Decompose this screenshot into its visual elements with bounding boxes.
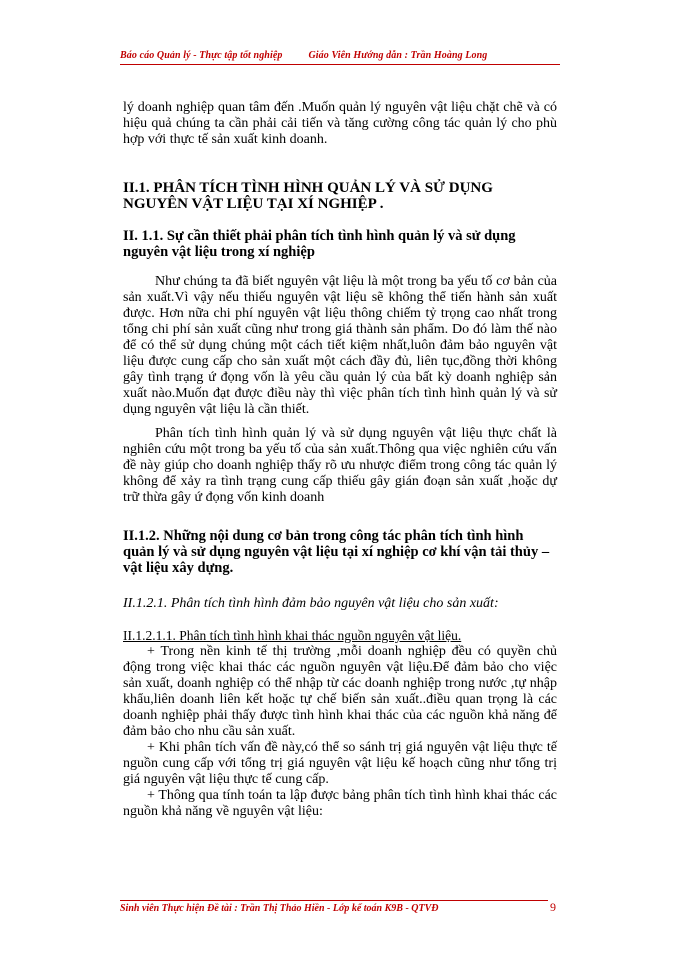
paragraph-2: Phân tích tình hình quản lý và sử dụng nguyên vật liệu thực chất là nghiên cứu một trong ba yếu tố của sản xuất.Thông qua việc nghiên cứu vấn đề này giúp cho doanh nghiệp thấy rõ ưu nhược điểm trong công tác quản lý không để xảy ra tình trạng cung cấp thiếu gây gián đoạn sản xuất ,hoặc dự trữ thừa gây ứ đọng vốn kinh doanh — [123, 426, 557, 505]
header-rule — [120, 64, 560, 65]
section-heading-2-1-1: II. 1.1. Sự cần thiết phải phân tích tình hình quản lý và sử dụng nguyên vật liệu trong xí nghiệp — [123, 228, 516, 260]
paragraph-4: + Khi phân tích vấn đề này,có thể so sánh trị giá nguyên vật liệu thực tế nguồn cung cấp với tổng trị giá nguyên vật liệu kế hoạch cũng như tổng trị giá nguyên vật liệu thực tế cung cấp. — [123, 740, 557, 787]
section-heading-2-1: II.1. PHÂN TÍCH TÌNH HÌNH QUẢN LÝ VÀ SỬ DỤNG NGUYÊN VẬT LIỆU TẠI XÍ NGHIỆP . — [123, 180, 493, 212]
page-number: 9 — [550, 900, 556, 914]
section-heading-2-1-2-1-1: II.1.2.1.1. Phân tích tình hình khai thác nguồn nguyên vật liệu. — [123, 628, 462, 643]
intro-paragraph: lý doanh nghiệp quan tâm đến .Muốn quản lý nguyên vật liệu chặt chẽ và có hiệu quả chúng ta cần phải cải tiến và tăng cường công tác quản lý cho phù hợp với thực tế sản xuất kinh doanh. — [123, 100, 557, 147]
footer-rule — [120, 900, 548, 901]
header-left: Báo cáo Quản lý - Thực tập tốt nghiệp — [120, 50, 283, 61]
section-heading-2-1-2-1: II.1.2.1. Phân tích tình hình đảm bảo nguyên vật liệu cho sản xuất: — [123, 596, 499, 611]
page-footer — [120, 900, 560, 920]
page-body — [123, 100, 557, 820]
footer-text: Sinh viên Thực hiện Đề tài : Trần Thị Thảo Hiền - Lớp kế toán K9B - QTVĐ — [120, 903, 439, 914]
paragraph-1: Như chúng ta đã biết nguyên vật liệu là một trong ba yếu tố cơ bản của sản xuất.Vì vậy nếu thiếu nguyên vật liệu sẽ không thể tiến hành sản xuất được. Hơn nữa chi phí nguyên vật liệu thông chiếm tỷ trọng cao nhất trong tổng chi phí sản xuất cũng như trong giá thành sản phẩm. Do đó làm thế nào để có thể sử dụng chúng một cách tiết kiệm nhất,luôn đảm bảo nguyên vật liệu được cung cấp cho sản xuất một cách đầy đủ, liên tục,đồng thời không gây tình trạng ứ đọng vốn là yêu cầu quản lý của bất kỳ doanh nghiệp sản xuất nào.Muốn đạt được điều này thì việc phân tích tình hình quản lý và sử dụng nguyên vật liệu là cần thiết. — [123, 274, 557, 417]
header-right: Giáo Viên Hướng dẫn : Trần Hoàng Long — [308, 50, 488, 61]
paragraph-3: + Trong nền kinh tế thị trường ,mỗi doanh nghiệp đều có quyền chủ động trong việc khai thác các nguồn nguyên vật liệu.Để đảm bảo cho việc sản xuất, doanh nghiệp có thể nhập từ các doanh nghiệp trong nước ,tự nhập khẩu,liên doanh liên kết hoặc tự chế biến sản xuất..điều quan trọng là các doanh nghiệp phải thấy được tình hình khai thác của các nguồn khả năng để đảm bảo cho nhu cầu sản xuất. — [123, 644, 557, 739]
page-header — [120, 50, 560, 68]
paragraph-5: + Thông qua tính toán ta lập được bảng phân tích tình hình khai thác các nguồn khả năng về nguyên vật liệu: — [123, 788, 557, 819]
header-text — [120, 50, 487, 61]
section-heading-2-1-2: II.1.2. Những nội dung cơ bản trong công tác phân tích tình hình quản lý và sử dụng nguyên vật liệu tại xí nghiệp cơ khí vận tải thủy –vật liệu xây dựng. — [123, 528, 550, 576]
